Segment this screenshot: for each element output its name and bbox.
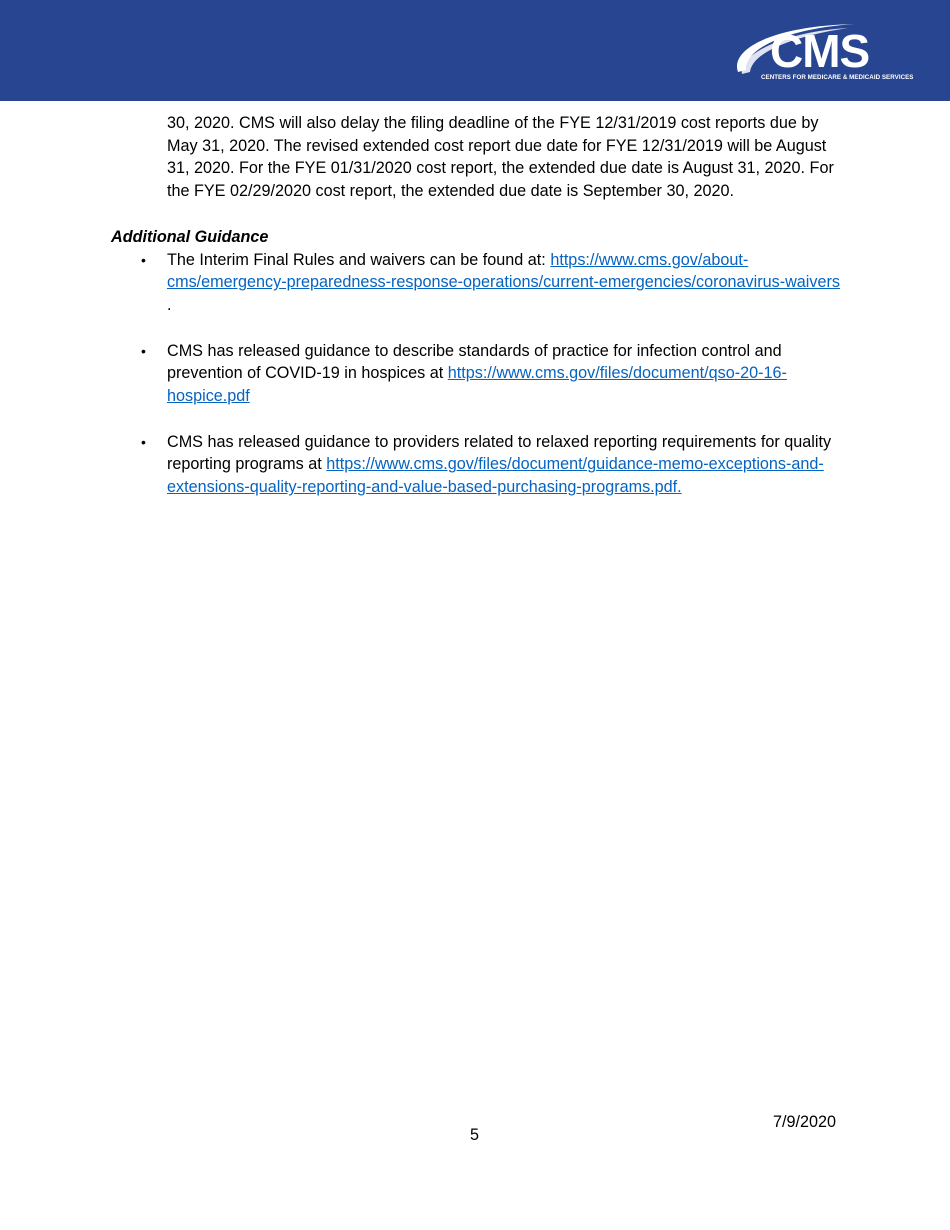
list-item <box>111 340 841 408</box>
bullet-marker: • <box>141 433 146 450</box>
bullet-trailing-text: . <box>167 295 172 314</box>
bullet-marker: • <box>141 342 146 359</box>
footer-date: 7/9/2020 <box>773 1113 837 1131</box>
document-body <box>111 112 841 522</box>
bullet-marker: • <box>141 251 146 268</box>
cms-logo <box>730 20 914 86</box>
page-number: 5 <box>470 1126 480 1144</box>
hospice-guidance-link[interactable]: https://www.cms.gov/files/document/qso-20-16-hospice.pdf <box>167 364 787 406</box>
intro-paragraph: 30, 2020. CMS will also delay the filing deadline of the FYE 12/31/2019 cost reports due by May 31, 2020. The revised extended cost report due date for FYE 12/31/2019 will be August 31, 2020. For the FYE 01/31/2020 cost report, the extended due date is August 31, 2020. For the FYE 02/29/2020 cost report, the extended due date is September 30, 2020. <box>167 114 834 201</box>
guidance-list <box>111 249 841 499</box>
list-item <box>111 249 841 317</box>
section-heading: Additional Guidance <box>111 227 269 246</box>
logo-tagline: CENTERS FOR MEDICARE & MEDICAID SERVICES <box>761 74 914 81</box>
waivers-link[interactable]: https://www.cms.gov/about-cms/emergency-preparedness-response-operations/current-emergencies/coronavirus-waivers <box>167 250 840 292</box>
header-banner <box>0 0 950 101</box>
bullet-text: The Interim Final Rules and waivers can be found at: <box>167 250 551 269</box>
bullet-text: CMS has released guidance to providers related to relaxed reporting requirements for quality reporting programs at <box>167 432 832 474</box>
bullet-text: CMS has released guidance to describe standards of practice for infection control and prevention of COVID-19 in hospices at <box>167 341 782 383</box>
list-item <box>111 431 841 499</box>
logo-wordmark: CMS <box>770 25 870 77</box>
quality-reporting-link[interactable]: https://www.cms.gov/files/document/guidance-memo-exceptions-and-extensions-quality-reporting-and-value-based-purchasing-programs.pdf. <box>167 455 824 497</box>
